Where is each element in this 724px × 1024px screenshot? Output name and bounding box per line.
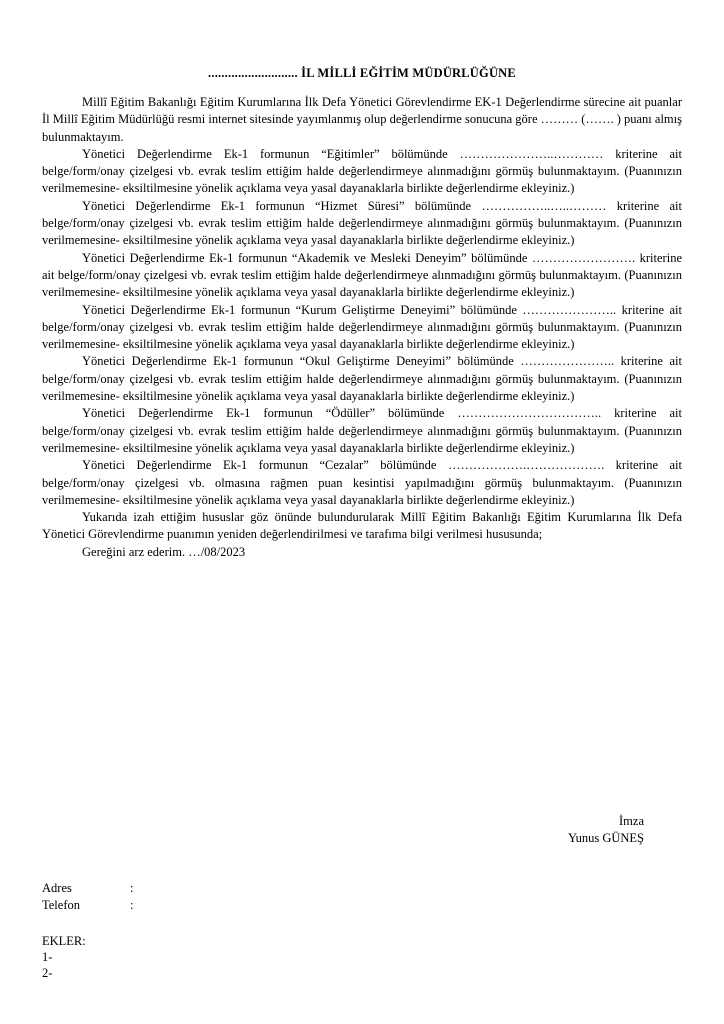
phone-label: Telefon (42, 898, 80, 912)
signature-label: İmza (619, 814, 644, 828)
signature-block (568, 813, 644, 847)
page-title: ........................... İL MİLLİ EĞİTİM MÜDÜRLÜĞÜNE (208, 66, 516, 80)
address-label: Adres (42, 881, 72, 895)
attachment-item: 1- (42, 950, 53, 964)
paragraph-akademik-deneyim: Yönetici Değerlendirme Ek-1 formunun “Akademik ve Mesleki Deneyim” bölümünde ……………………. kriterine ait belge/form/onay çizelgesi vb. evrak teslim ettiğim halde değerlendirmeye alınmadığını görmüş bulunmaktayım. (Puanınızın verilmemesine- eksiltilmesine yönelik açıklama veya yasal dayanaklarla birlikte değerlendirme ekleyiniz.) (42, 250, 682, 300)
paragraph-closing-date: Gereğini arz ederim. …/08/2023 (82, 544, 246, 559)
signature-name: Yunus GÜNEŞ (567, 831, 644, 845)
paragraph-hizmet-suresi: Yönetici Değerlendirme Ek-1 formunun “Hizmet Süresi” bölümünde ……………..…..……… kriterine ait belge/form/onay çizelgesi vb. evrak teslim ettiğim halde değerlendirmeye alınmadığını görmüş bulunmaktayım. (Puanınızın verilmemesine- eksiltilmesine yönelik açıklama veya yasal dayanaklarla birlikte değerlendirme ekleyiniz.) (42, 198, 682, 248)
paragraph-cezalar: Yönetici Değerlendirme Ek-1 formunun “Cezalar” bölümünde ……………….………………. kriterine ait belge/form/onay çizelgesi vb. olmasına rağmen puan kesintisi yapılmadığını görmüş bulunmaktayım. (Puanınızın verilmemesine- eksiltilmesine yönelik açıklama veya yasal dayanaklarla birlikte değerlendirme ekleyiniz.) (42, 458, 682, 507)
paragraph-kurum-gelistirme: Yönetici Değerlendirme Ek-1 formunun “Kurum Geliştirme Deneyimi” bölümünde ………………….. kriterine ait belge/form/onay çizelgesi vb. evrak teslim ettiğim halde değerlendirmeye alınmadığını görmüş bulunmaktayım. (Puanınızın verilmemesine- eksiltilmesine yönelik açıklama veya yasal dayanaklarla birlikte değerlendirme ekleyiniz.) (42, 302, 682, 352)
paragraph-oduller: Yönetici Değerlendirme Ek-1 formunun “Ödüller” bölümünde …………………………….. kriterine ait belge/form/onay çizelgesi vb. evrak teslim ettiğim halde değerlendirmeye alınmadığını görmüş bulunmaktayım. (Puanınızın verilmemesine- eksiltilmesine yönelik açıklama veya yasal dayanaklarla birlikte değerlendirme ekleyiniz.) (42, 406, 682, 455)
phone-row (42, 897, 133, 914)
paragraph-conclusion: Yukarıda izah ettiğim hususlar göz önünde bulundurularak Millî Eğitim Bakanlığı Eğitim Kurumlarına İlk Defa Yönetici Görevlendirme puanımın yeniden değerlendirilmesi ve tarafıma bilgi verilmesi hususunda; (42, 510, 682, 542)
contact-block (42, 880, 133, 914)
paragraph-okul-gelistirme: Yönetici Değerlendirme Ek-1 formunun “Okul Geliştirme Deneyimi” bölümünde ………………….. kriterine ait belge/form/onay çizelgesi vb. evrak teslim ettiğim halde değerlendirmeye alınmadığını görmüş bulunmaktayım. (Puanınızın verilmemesine- eksiltilmesine yönelik açıklama veya yasal dayanaklarla birlikte değerlendirme ekleyiniz.) (42, 354, 682, 404)
address-row (42, 880, 133, 897)
attachment-item: 2- (42, 966, 53, 980)
letter-body (42, 94, 682, 561)
address-separator: : (130, 881, 134, 895)
attachments-block (42, 933, 86, 981)
attachments-label: EKLER: (42, 934, 86, 948)
paragraph-intro: Millî Eğitim Bakanlığı Eğitim Kurumlarına İlk Defa Yönetici Görevlendirme EK-1 Değerlendirme sürecine ait puanlar İl Millî Eğitim Müdürlüğü resmi internet sitesinde yayımlanmış olup değerlendirme sonucuna göre ……… (……. ) puanı almış bulunmaktayım. (42, 95, 682, 144)
phone-separator: : (130, 898, 134, 912)
paragraph-egitimler: Yönetici Değerlendirme Ek-1 formunun “Eğitimler” bölümünde …………………..………… kriterine ait belge/form/onay çizelgesi vb. evrak teslim ettiğim halde değerlendirmeye alınmadığını görmüş bulunmaktayım. (Puanınızın verilmemesine- eksiltilmesine yönelik açıklama veya yasal dayanaklarla birlikte değerlendirme ekleyiniz.) (42, 146, 682, 196)
